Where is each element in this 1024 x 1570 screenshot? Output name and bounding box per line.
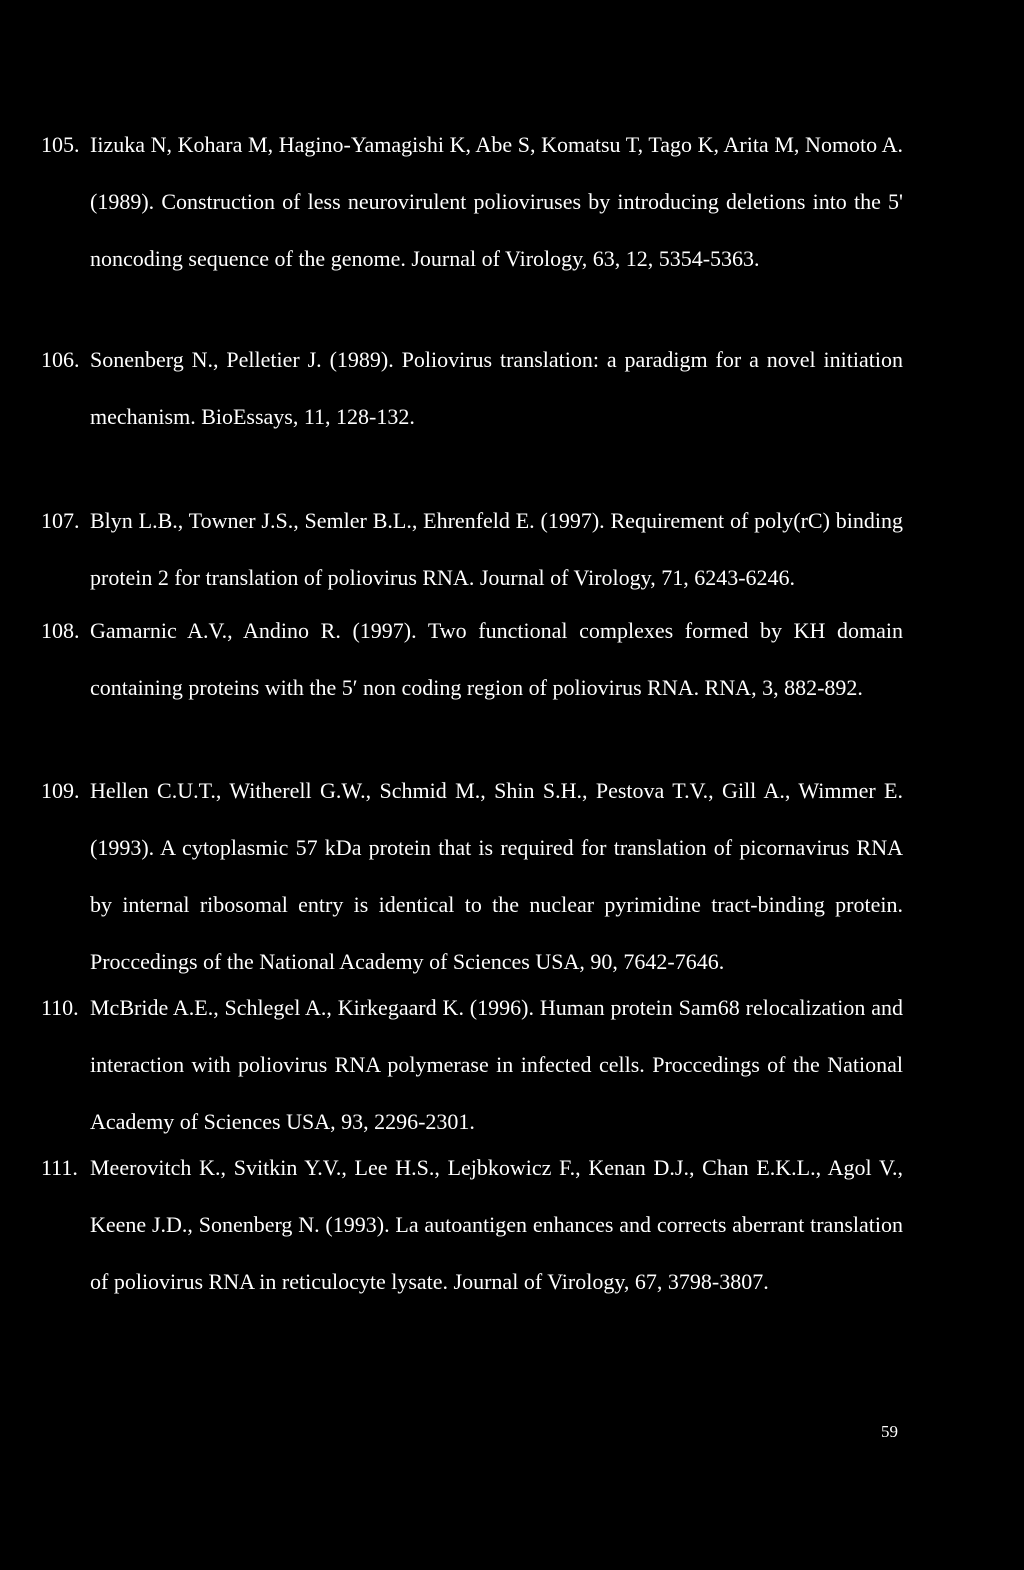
reference-text: Iizuka N, Kohara M, Hagino-Yamagishi K, Abe S, Komatsu T, Tago K, Arita M, Nomoto A. (1989). Construction of less neurovirulent polioviruses by introducing deletions into the 5' noncoding sequence of the genome. Journal of Virology, 63, 12, 5354-5363. <box>90 132 903 271</box>
reference-text: Gamarnic A.V., Andino R. (1997). Two functional complexes formed by KH domain containing proteins with the 5′ non coding region of poliovirus RNA. RNA, 3, 882-892. <box>90 618 903 700</box>
reference-number: 111. <box>41 1155 78 1180</box>
reference-number: 108. <box>41 618 80 643</box>
reference-entry <box>41 602 903 716</box>
reference-entry <box>41 116 903 287</box>
reference-number: 106. <box>41 347 80 372</box>
page-number: 59 <box>881 1422 898 1441</box>
reference-text: Blyn L.B., Towner J.S., Semler B.L., Ehrenfeld E. (1997). Requirement of poly(rC) binding protein 2 for translation of poliovirus RNA. Journal of Virology, 71, 6243-6246. <box>90 508 903 590</box>
reference-number: 107. <box>41 508 80 533</box>
reference-entry <box>41 492 903 606</box>
reference-number: 109. <box>41 778 80 803</box>
reference-text: Sonenberg N., Pelletier J. (1989). Poliovirus translation: a paradigm for a novel initiation mechanism. BioEssays, 11, 128-132. <box>90 347 903 429</box>
reference-number: 105. <box>41 132 80 157</box>
reference-entry <box>41 1139 903 1310</box>
reference-text: Hellen C.U.T., Witherell G.W., Schmid M., Shin S.H., Pestova T.V., Gill A., Wimmer E. (1993). A cytoplasmic 57 kDa protein that is required for translation of picornavirus RNA by internal ribosomal entry is identical to the nuclear pyrimidine tract-binding protein. Proccedings of the National Academy of Sciences USA, 90, 7642-7646. <box>90 778 903 974</box>
reference-entry <box>41 762 903 990</box>
reference-entry <box>41 331 903 445</box>
reference-entry <box>41 979 903 1150</box>
reference-number: 110. <box>41 995 79 1020</box>
reference-text: McBride A.E., Schlegel A., Kirkegaard K. (1996). Human protein Sam68 relocalization and interaction with poliovirus RNA polymerase in infected cells. Proccedings of the National Academy of Sciences USA, 93, 2296-2301. <box>90 995 903 1134</box>
reference-text: Meerovitch K., Svitkin Y.V., Lee H.S., Lejbkowicz F., Kenan D.J., Chan E.K.L., Agol V., Keene J.D., Sonenberg N. (1993). La autoantigen enhances and corrects aberrant translation of poliovirus RNA in reticulocyte lysate. Journal of Virology, 67, 3798-3807. <box>90 1155 903 1294</box>
